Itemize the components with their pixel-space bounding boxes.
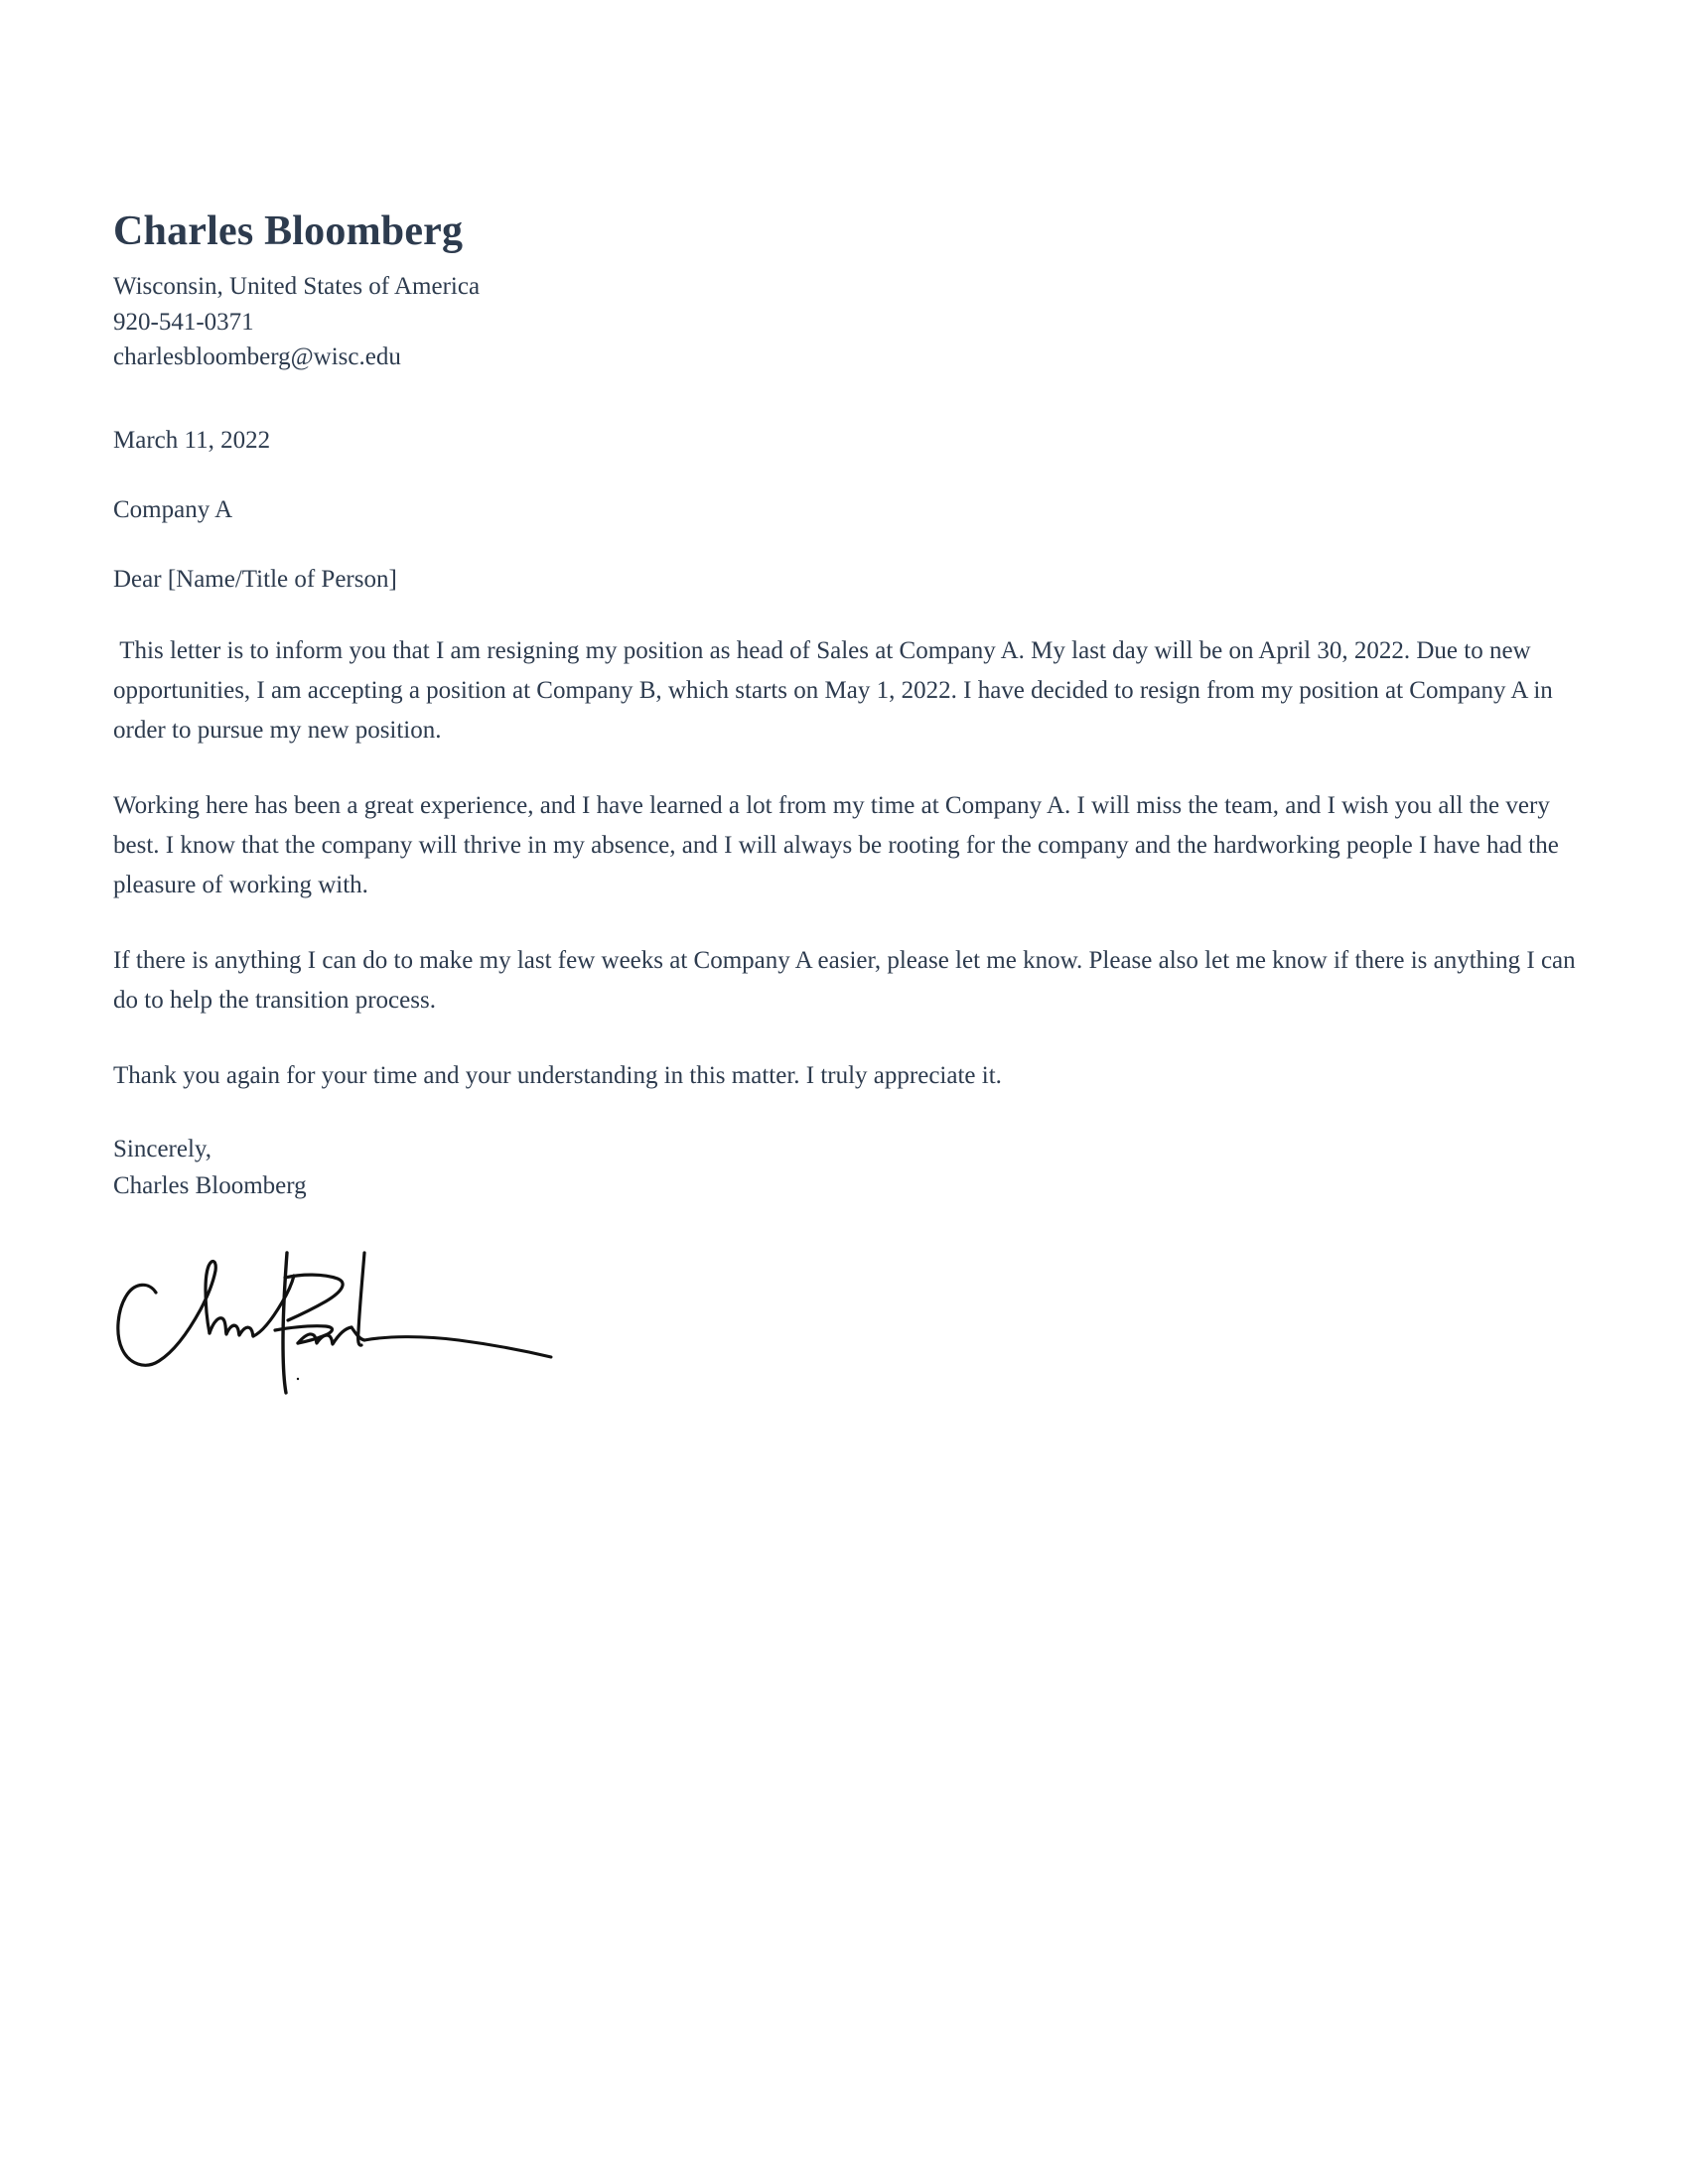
body-paragraph-4: Thank you again for your time and your understanding in this matter. I truly appreciate it.	[113, 1062, 1002, 1090]
valediction: Sincerely,	[113, 1136, 212, 1163]
body-paragraph-3: If there is anything I can do to make my last few weeks at Company A easier, please let me know. Please also let me know if there is anything I can do to help the transition process.	[113, 947, 1582, 1015]
letter-body	[113, 208, 1582, 1397]
spacer-paragraph-4	[113, 1096, 1578, 1132]
recipient-company: Company A	[113, 495, 233, 523]
sender-location: Wisconsin, United States of America	[113, 273, 481, 301]
signature-image	[113, 1248, 580, 1397]
body-paragraph-1: This letter is to inform you that I am resigning my position as head of Sales at Company A. My last day will be on April 30, 2022. Due to new opportunities, I am accepting a position at Company B, which starts on May 1, 2022. I have decided to resign from my position at Company A in order to pursue my new position.	[113, 637, 1560, 745]
sender-header	[113, 208, 1578, 375]
handwritten-signature-icon	[113, 1248, 580, 1397]
signature-name: Charles Bloomberg	[113, 1171, 307, 1199]
spacer-paragraph-1	[113, 751, 1578, 786]
spacer-paragraph-2	[113, 905, 1578, 941]
spacer-before-recipient	[113, 459, 1578, 492]
salutation: Dear [Name/Title of Person]	[113, 566, 397, 594]
body-paragraph-2: Working here has been a great experience, and I have learned a lot from my time at Company A. I will miss the team, and I wish you all the very best. I know that the company will thrive in my absence, and I will always be rooting for the company and the hardworking people I have had the pleasure of working with.	[113, 792, 1566, 899]
sender-phone: 920-541-0371	[113, 308, 254, 336]
letter-date: March 11, 2022	[113, 426, 271, 454]
sender-email: charlesbloomberg@wisc.edu	[113, 343, 401, 371]
sender-name: Charles Bloomberg	[113, 208, 464, 254]
spacer-paragraph-3	[113, 1021, 1578, 1056]
spacer-before-date	[113, 375, 1578, 423]
spacer-before-body	[113, 598, 1578, 631]
spacer-before-salutation	[113, 528, 1578, 562]
